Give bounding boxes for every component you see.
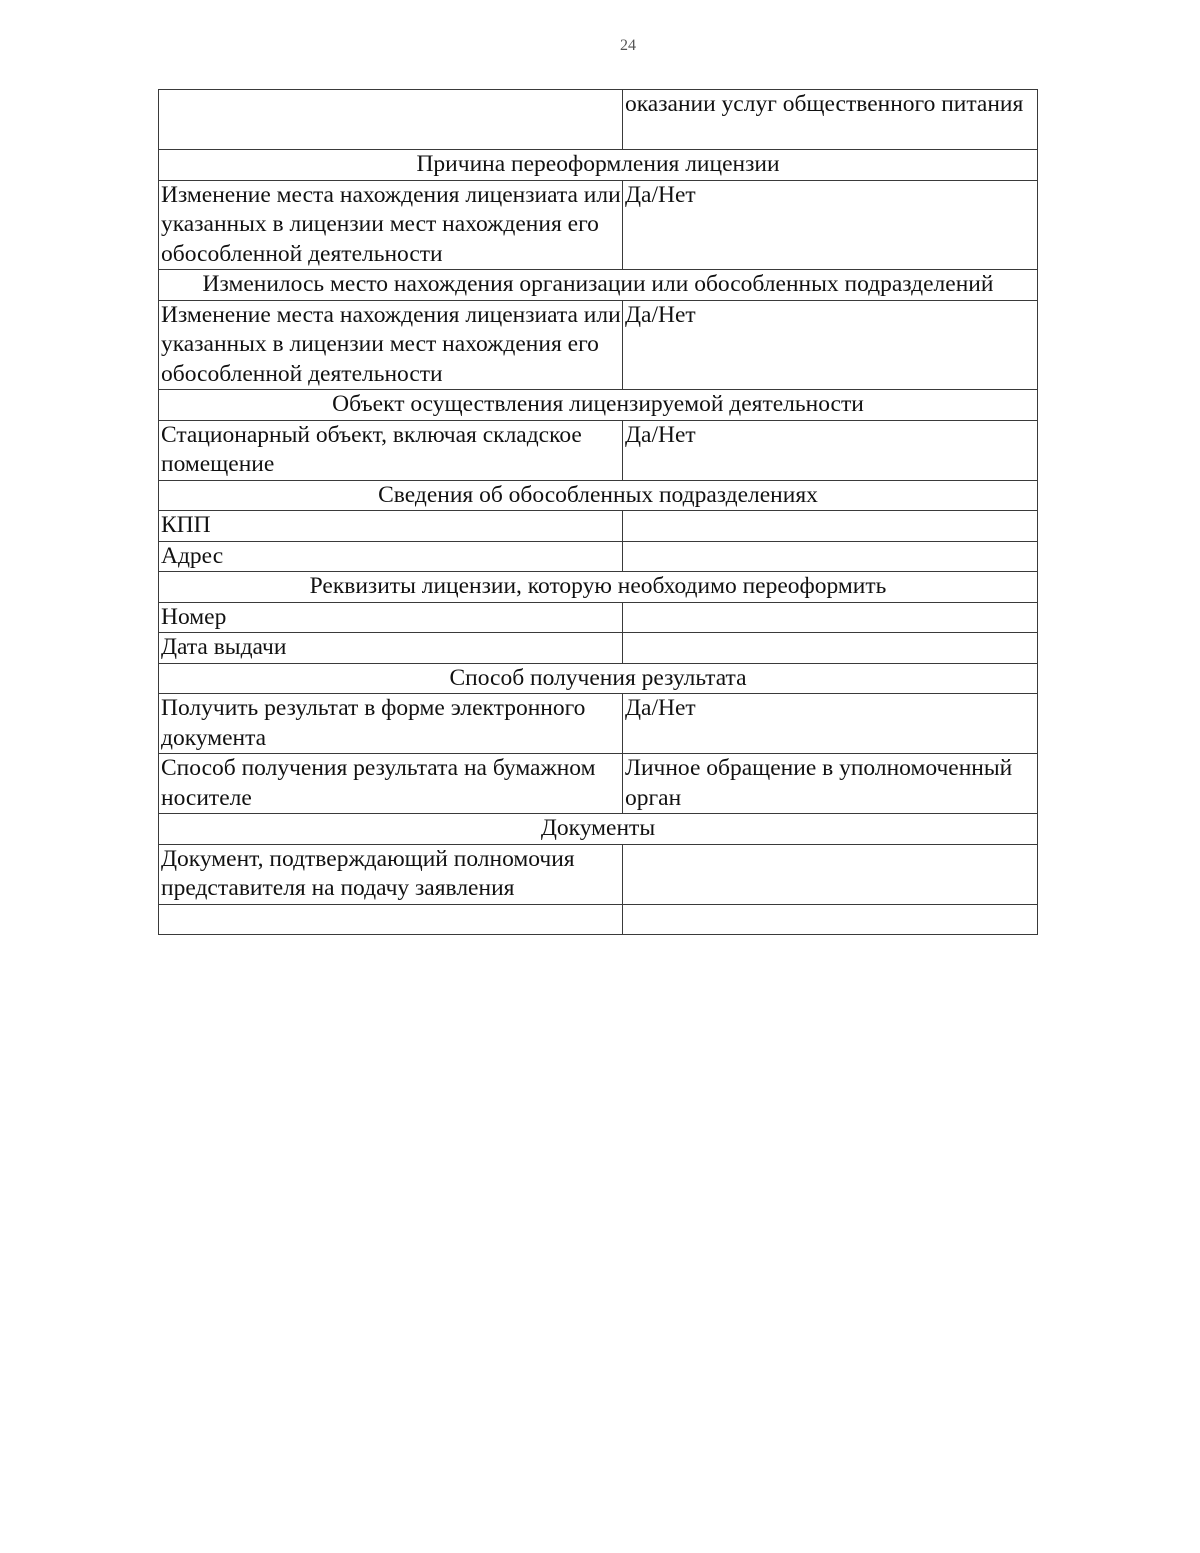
section-heading: Реквизиты лицензии, которую необходимо переоформить <box>159 572 1038 603</box>
section-heading: Объект осуществления лицензируемой деятельности <box>159 390 1038 421</box>
table-row <box>159 602 1038 633</box>
field-label: Изменение места нахождения лицензиата или указанных в лицензии мест нахождения его обособленной деятельности <box>159 180 623 270</box>
field-label: Стационарный объект, включая складское помещение <box>159 420 623 480</box>
field-value: Да/Нет <box>623 420 1038 480</box>
section-header-row <box>159 150 1038 181</box>
field-label <box>159 904 623 934</box>
table-row <box>159 541 1038 572</box>
section-header-row <box>159 270 1038 301</box>
field-label: Номер <box>159 602 623 633</box>
section-heading: Сведения об обособленных подразделениях <box>159 480 1038 511</box>
field-value <box>623 511 1038 542</box>
field-label: Способ получения результата на бумажном носителе <box>159 754 623 814</box>
section-heading: Документы <box>159 814 1038 845</box>
field-value <box>623 541 1038 572</box>
section-heading: Причина переоформления лицензии <box>159 150 1038 181</box>
field-value: Да/Нет <box>623 300 1038 390</box>
table-row <box>159 180 1038 270</box>
field-value: Да/Нет <box>623 180 1038 270</box>
field-label: Получить результат в форме электронного документа <box>159 694 623 754</box>
section-header-row <box>159 390 1038 421</box>
field-label: КПП <box>159 511 623 542</box>
field-value <box>623 633 1038 664</box>
page-number: 24 <box>620 37 636 54</box>
field-value: Да/Нет <box>623 694 1038 754</box>
field-value <box>623 602 1038 633</box>
table-row <box>159 844 1038 904</box>
section-header-row <box>159 480 1038 511</box>
field-value: Личное обращение в уполномоченный орган <box>623 754 1038 814</box>
field-label: Документ, подтверждающий полномочия представителя на подачу заявления <box>159 844 623 904</box>
table-row <box>159 694 1038 754</box>
field-value <box>623 844 1038 904</box>
section-heading: Способ получения результата <box>159 663 1038 694</box>
table-row <box>159 420 1038 480</box>
field-value <box>623 904 1038 934</box>
field-value: оказании услуг общественного питания <box>623 90 1038 150</box>
field-label: Адрес <box>159 541 623 572</box>
table-row <box>159 300 1038 390</box>
form-table-body <box>159 90 1038 935</box>
section-heading: Изменилось место нахождения организации или обособленных подразделений <box>159 270 1038 301</box>
field-label: Изменение места нахождения лицензиата или указанных в лицензии мест нахождения его обособленной деятельности <box>159 300 623 390</box>
table-row <box>159 904 1038 934</box>
table-row <box>159 754 1038 814</box>
table-row <box>159 90 1038 150</box>
field-label: Дата выдачи <box>159 633 623 664</box>
section-header-row <box>159 814 1038 845</box>
section-header-row <box>159 663 1038 694</box>
section-header-row <box>159 572 1038 603</box>
table-row <box>159 511 1038 542</box>
field-label <box>159 90 623 150</box>
table-row <box>159 633 1038 664</box>
license-reissue-form-table <box>158 89 1038 935</box>
